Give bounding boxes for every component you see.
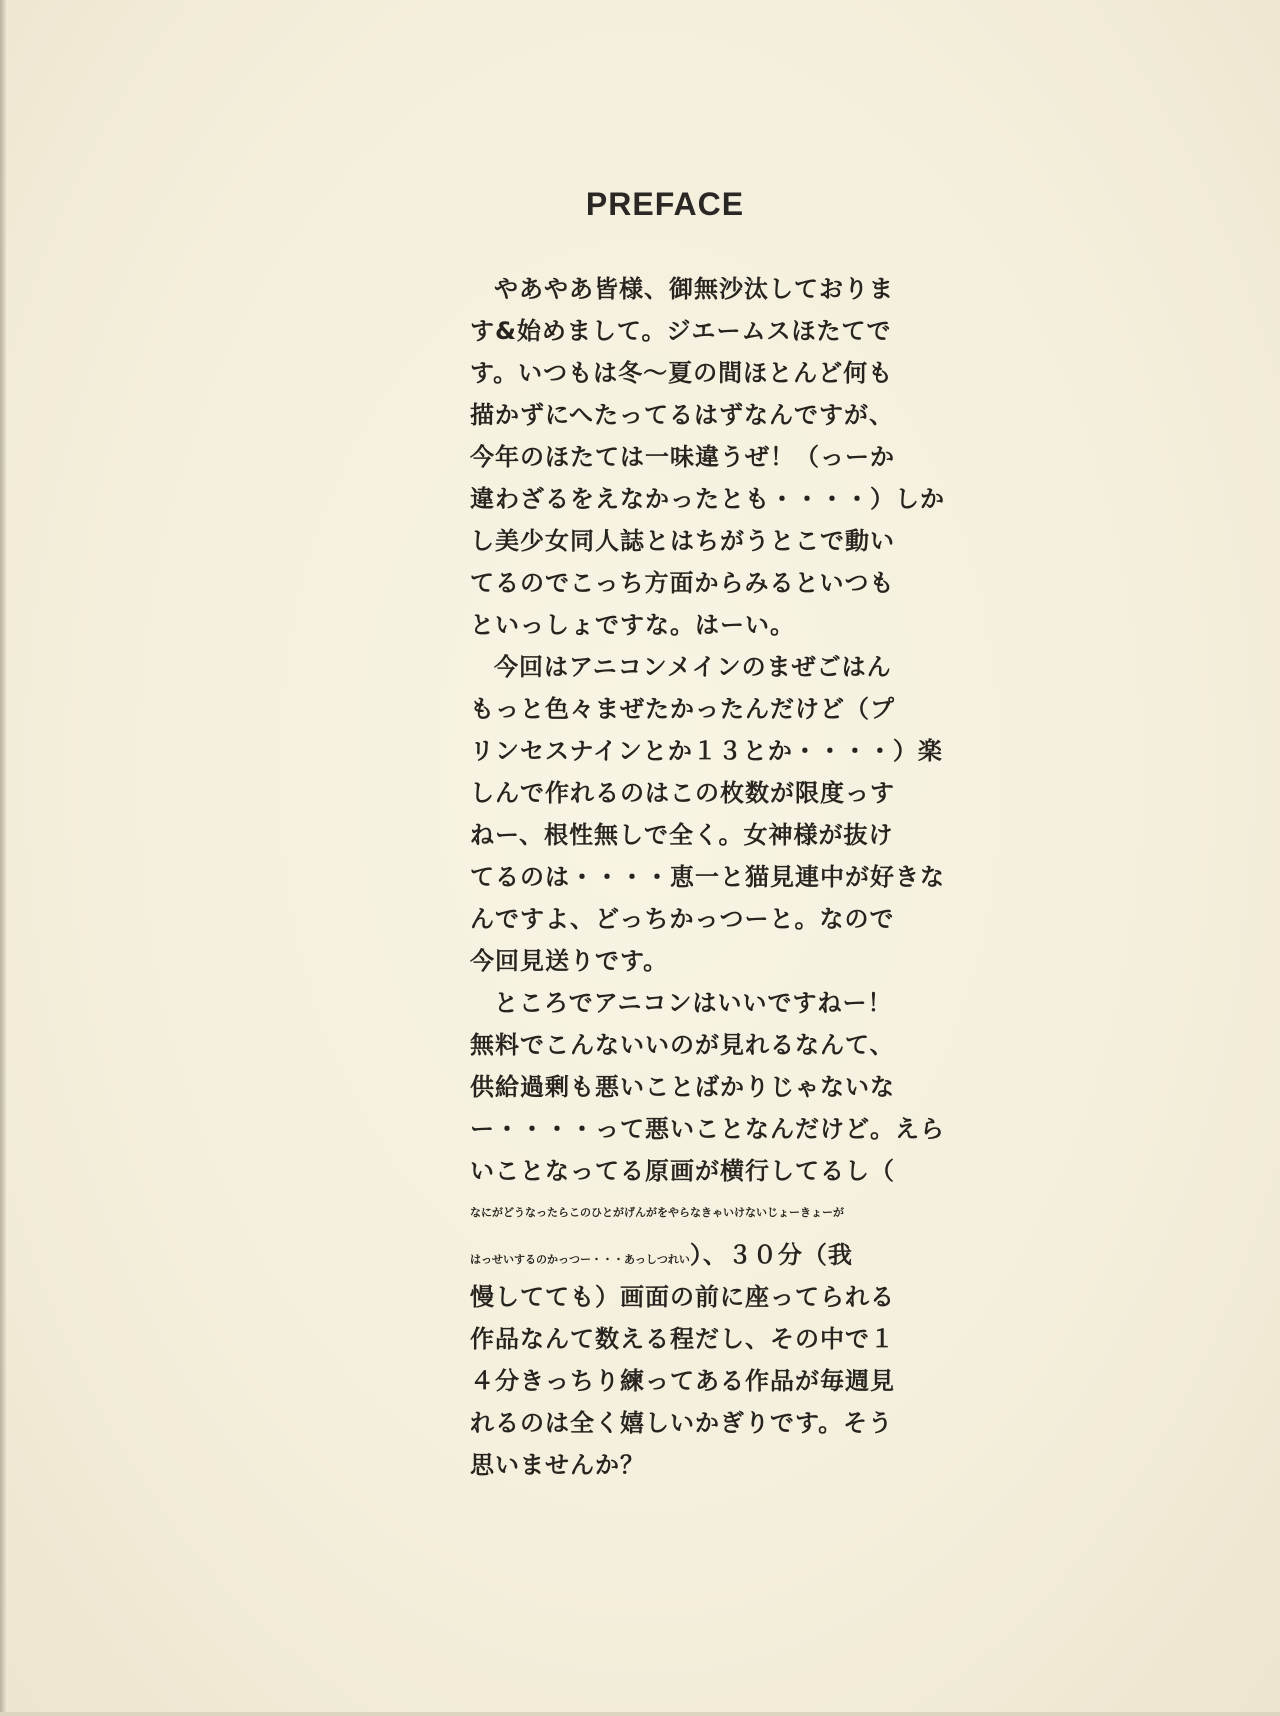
text-line: リンセスナインとか１３とか・・・・）楽 [470,737,943,765]
text-line: 慢してても）画面の前に座ってられる [470,1283,895,1311]
text-line: もっと色々まぜたかったんだけど（プ [470,695,895,723]
text-run: ）、３０分（我 [689,1241,853,1269]
paper-edge [0,0,6,1716]
text-line: といっしょですな。はーい。 [470,611,795,639]
text-line: 作品なんて数える程だし、その中で１ [470,1325,895,1353]
text-line: てるのは・・・・恵一と猫見連中が好きな [470,863,945,891]
text-line: ねー、根性無しで全く。女神様が抜け [470,821,894,849]
text-line: 供給過剰も悪いことばかりじゃないな [470,1073,895,1101]
text-line: 無料でこんないいのが見れるなんて、 [470,1031,895,1059]
text-line: 今回見送りです。 [470,947,669,975]
text-line: 違わざるをえなかったとも・・・・）しか [470,485,945,513]
text-line: 今回はアニコンメインのまぜごはん [494,653,892,681]
text-line: てるのでこっち方面からみるといつも [470,569,895,597]
page-title: PREFACE [585,186,745,222]
text-line: やあやあ皆様、御無沙汰しておりま [494,275,894,303]
text-line: 思いませんか？ [470,1451,645,1479]
text-line: れるのは全く嬉しいかぎりです。そう [470,1409,894,1437]
text-line: ４分きっちり練ってある作品が毎週見 [470,1367,895,1395]
text-line: しんで作れるのはこの枚数が限度っす [470,779,895,807]
text-line: し美少女同人誌とはちがうとこで動い [470,527,895,555]
preface-body [470,268,950,1486]
mixed-text-line [470,1234,950,1276]
small-text-line: なにがどうなったらこのひとがげんがをやらなきゃいけないじょーきょーが [470,1206,844,1219]
text-line: ー・・・・って悪いことなんだけど。えら [470,1115,945,1143]
paper-bottom-edge [0,1712,1280,1716]
text-line: ところでアニコンはいいですねー！ [494,989,893,1017]
text-line: 今年のほたては一味違うぜ！（っーか [470,443,895,471]
small-text-run: はっせいするのかっつー・・・あっしつれい [470,1253,690,1266]
text-line: 描かずにへたってるはずなんですが、 [470,401,895,429]
text-line: す。いつもは冬〜夏の間ほとんど何も [470,359,894,387]
text-line: んですよ、どっちかっつーと。なので [470,905,895,933]
text-line: いことなってる原画が横行してるし（ [470,1157,895,1185]
text-line: す&始めまして。ジエームスほたてで [470,317,892,345]
